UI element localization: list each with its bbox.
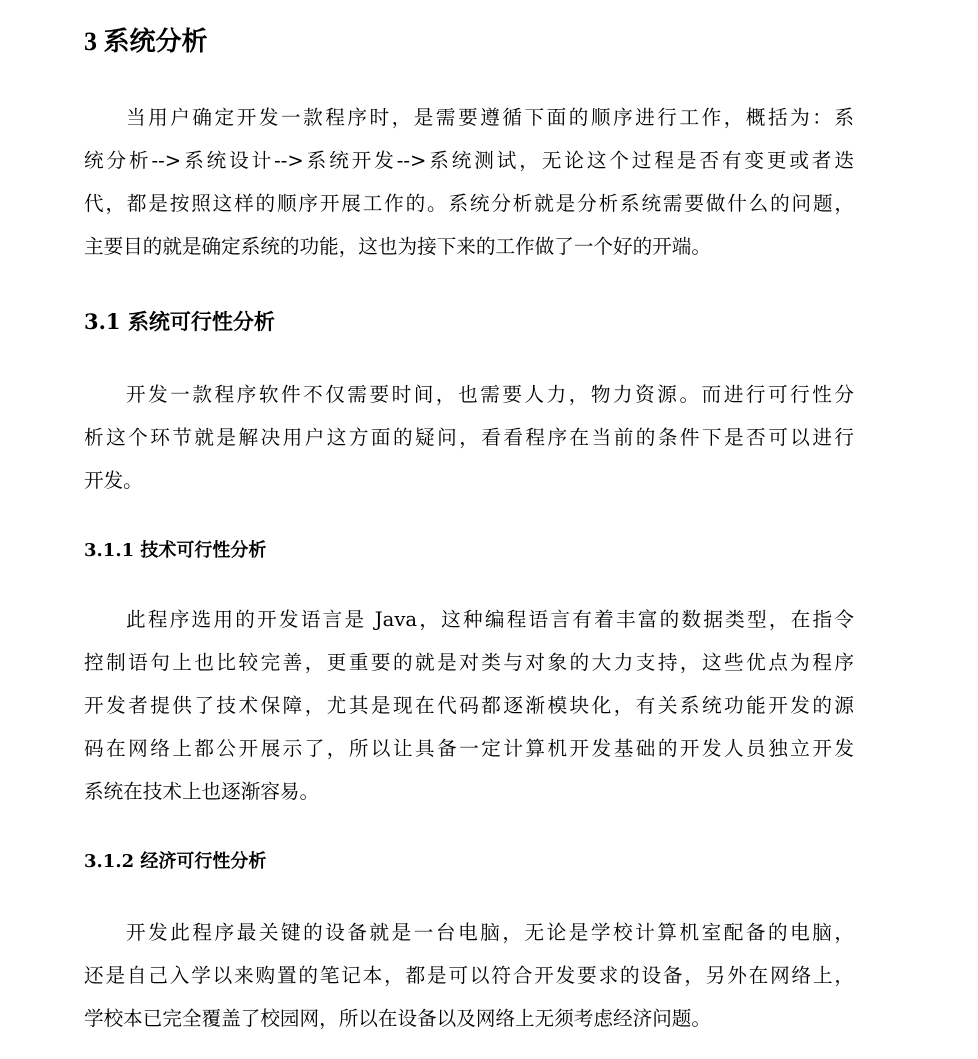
paragraph-economic: [84, 911, 854, 1040]
paragraph-line: 控制语句上也比较完善，更重要的就是对类与对象的大力支持，这些优点为程序: [84, 651, 854, 674]
paragraph-line: 还是自己入学以来购置的笔记本，都是可以符合开发要求的设备，另外在网络上，: [84, 964, 854, 987]
paragraph-line: 开发此程序最关键的设备就是一台电脑，无论是学校计算机室配备的电脑，: [126, 921, 854, 944]
paragraph-line: 统分析-->系统设计-->系统开发-->系统测试，无论这个过程是否有变更或者迭: [84, 149, 854, 172]
paragraph-line: 主要目的就是确定系统的功能，这也为接下来的工作做了一个好的开端。: [84, 235, 711, 258]
paragraph-line: 当用户确定开发一款程序时，是需要遵循下面的顺序进行工作，概括为：系: [126, 106, 854, 129]
paragraph-line: 开发者提供了技术保障，尤其是现在代码都逐渐模块化，有关系统功能开发的源: [84, 694, 854, 717]
paragraph-line: 代，都是按照这样的顺序开展工作的。系统分析就是分析系统需要做什么的问题，: [84, 192, 854, 215]
paragraph-line: 学校本已完全覆盖了校园网，所以在设备以及网络上无须考虑经济问题。: [84, 1007, 711, 1030]
paragraph-line: 开发一款程序软件不仅需要时间，也需要人力，物力资源。而进行可行性分: [126, 383, 854, 406]
paragraph-system-analysis: [84, 96, 854, 268]
heading-3-1-feasibility: 3.1 系统可行性分析: [84, 309, 275, 334]
paragraph-technical: [84, 598, 854, 813]
paragraph-feasibility: [84, 373, 854, 502]
paragraph-line: 此程序选用的开发语言是 Java，这种编程语言有着丰富的数据类型，在指令: [126, 608, 854, 631]
paragraph-line: 系统在技术上也逐渐容易。: [84, 780, 320, 803]
heading-3-1-2-economic: 3.1.2 经济可行性分析: [84, 851, 267, 872]
paragraph-line: 开发。: [84, 469, 143, 492]
paragraph-line: 码在网络上都公开展示了，所以让具备一定计算机开发基础的开发人员独立开发: [84, 737, 854, 760]
heading-3-system-analysis: 3 系统分析: [84, 27, 208, 56]
paragraph-line: 析这个环节就是解决用户这方面的疑问，看看程序在当前的条件下是否可以进行: [84, 426, 854, 449]
heading-3-1-1-technical: 3.1.1 技术可行性分析: [84, 540, 267, 561]
